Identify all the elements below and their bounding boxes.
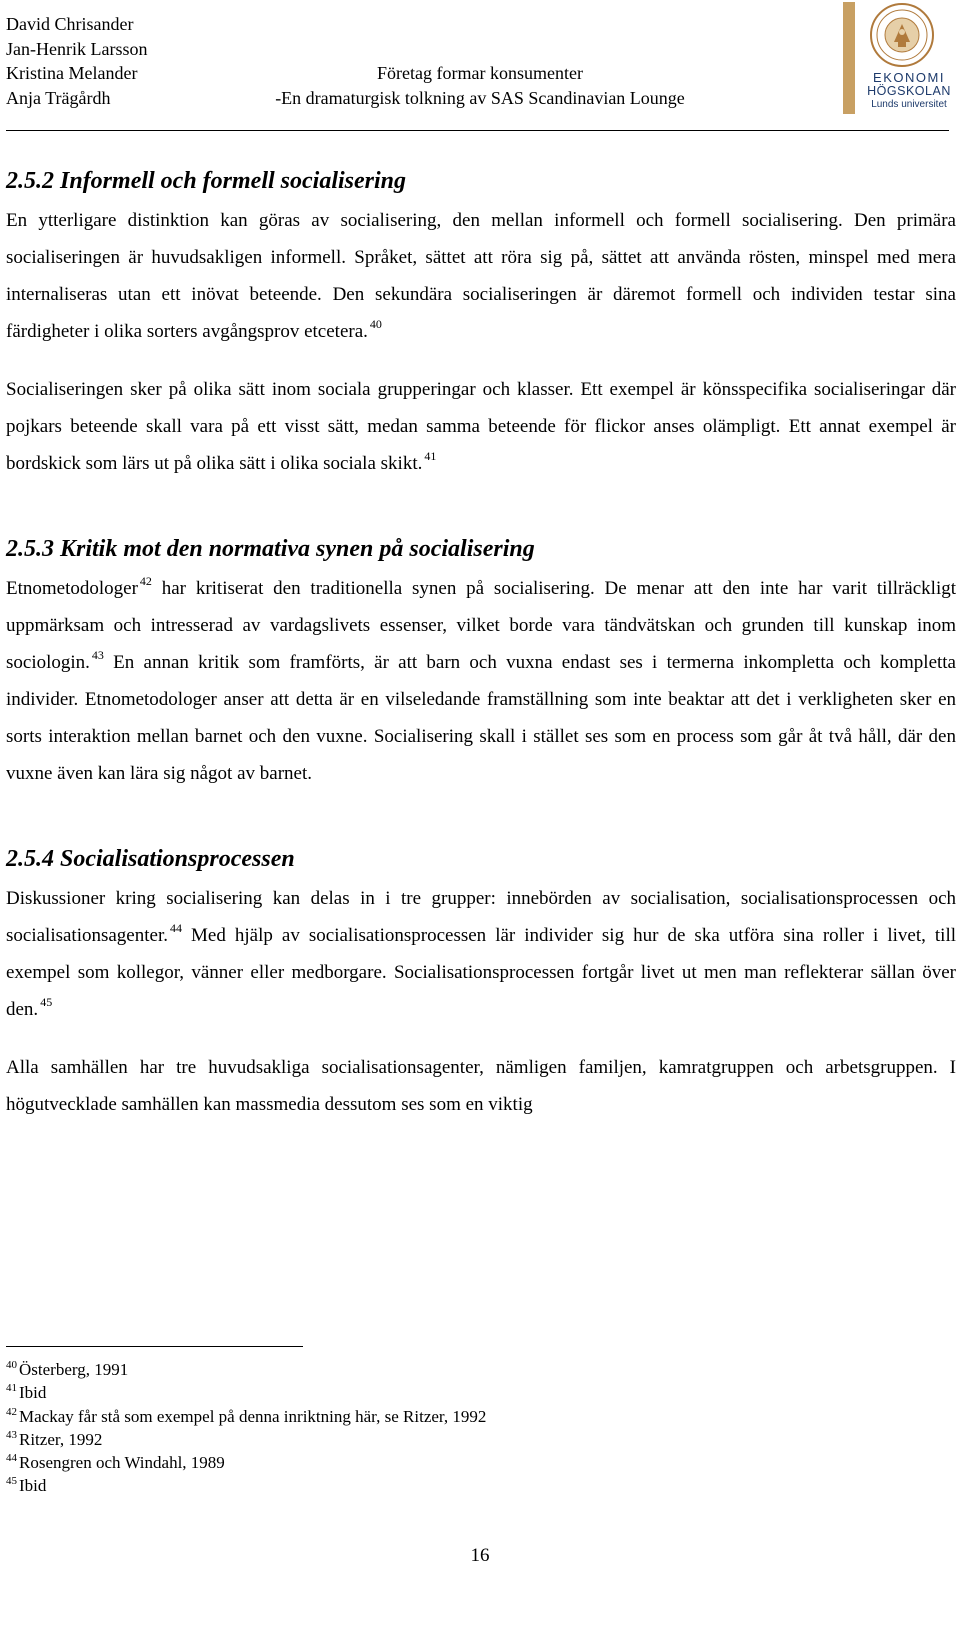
section-gap [6,792,956,838]
author-list [6,12,147,110]
page-body [6,160,956,1123]
footnote-number: 43 [6,1428,17,1441]
footnote-number: 40 [6,1359,17,1371]
footnote-text: Österberg, 1991 [19,1360,129,1379]
footnote-item [6,1405,486,1428]
footnote-ref[interactable]: 45 [40,995,53,1009]
section-heading-2-5-2: 2.5.2 Informell och formell socialisering [6,168,407,194]
footnote-list [6,1358,486,1498]
footnote-ref[interactable]: 40 [369,317,382,331]
paragraph [6,1049,956,1123]
footnote-item [6,1358,486,1381]
footnote-text: Ritzer, 1992 [19,1429,103,1449]
author-name: Jan-Henrik Larsson [6,38,148,59]
paragraph-text: En annan kritik som framförts, är att barn och vuxna endast ses i termerna inkompletta och kompletta individer. Etnometodologer anser att detta är en vilseledande framställning som inte beaktar att det i verkligheten sker en sorts interaktion mellan barnet och den vuxne. Socialisering skall i stället ses som en process som går åt två håll, där den vuxne även kan lära sig något av barnet. [6,652,956,784]
section-gap [6,482,956,528]
paragraph [6,880,956,1028]
footnote-text: Ibid [19,1383,47,1403]
author-name: Kristina Melander [6,63,138,83]
logo-text: HÖGSKOLAN [867,84,951,98]
footnote-ref[interactable]: 44 [169,921,182,935]
logo-text: Lunds universitet [871,99,947,110]
document-title [265,61,695,111]
document-subtitle: -En dramaturgisk tolkning av SAS Scandinavian Lounge [275,88,685,108]
paragraph [6,371,956,482]
paragraph-text: har kritiserat den traditionella synen på socialisering. De menar att den inte har varit tillräckligt uppmärksam och intresserad av vardagslivets essenser, vilket borde vara tändvätskan och grunden till kunskap inom sociologin. [6,578,956,673]
document-title-main: Företag formar konsumenter [377,63,583,83]
section-heading-2-5-3: 2.5.3 Kritik mot den normativa synen på socialisering [6,536,535,562]
page-header [0,0,960,136]
paragraph-gap [6,350,956,371]
footnote-ref[interactable]: 43 [91,648,104,662]
footnote-number: 44 [6,1452,17,1465]
paragraph-text: Etnometodologer [6,578,138,599]
footnote-text: Mackay får stå som exempel på denna inriktning här, se Ritzer, 1992 [19,1406,487,1426]
paragraph-text: En ytterligare distinktion kan göras av socialisering, den mellan informell och formell socialisering. Den primära socialiseringen är huvudsakligen informell. Språket, sättet att röra sig på, sättet att använda rösten, minspel med mera internaliseras utan ett inövat beteende. Den sekundära socialiseringen är däremot formell och individen testar sina färdigheter i olika sorters avgångsprov etcetera. [6,210,956,342]
footnote-number: 45 [6,1475,17,1488]
author-name: David Chrisander [6,14,134,34]
footnote-number: 41 [6,1382,17,1395]
logo-text: EKONOMI [873,70,945,85]
author-name: Anja Trägårdh [6,87,111,108]
footnote-item [6,1381,486,1404]
paragraph-text: Diskussioner kring socialisering kan delas in i tre grupper: innebörden av socialisation, socialisationsprocessen och socialisationsagenter. [6,888,956,946]
paragraph-text: Med hjälp av socialisationsprocessen lär individer sig hur de ska utföra sina roller i livet, till exempel som kollegor, vänner eller medborgare. Socialisationsprocessen fortgår livet ut men man reflekterar sällan över den. [6,925,956,1020]
paragraph [6,570,956,792]
footnote-text: Ibid [19,1476,47,1496]
footnote-ref[interactable]: 42 [139,574,152,588]
header-divider [6,130,949,131]
page-number: 16 [470,1545,490,1566]
footnote-divider [6,1346,303,1347]
paragraph [6,202,956,350]
footnote-number: 42 [6,1405,17,1418]
footnote-item [6,1428,486,1451]
footnote-item [6,1474,486,1497]
section-heading-2-5-4: 2.5.4 Socialisationsprocessen [6,846,295,872]
paragraph-text: Socialiseringen sker på olika sätt inom sociala grupperingar och klasser. Ett exempel är könsspecifika socialiseringar där pojkars beteende skall vara på ett visst sätt, medan samma beteende för flickor anses olämpligt. Ett annat exempel är bordskick som lärs ut på olika sätt i olika sociala skikt. [6,379,956,474]
paragraph-text: Alla samhällen har tre huvudsakliga socialisationsagenter, nämligen familjen, kamratgruppen och arbetsgruppen. I högutvecklade samhällen kan massmedia dessutom ses som en viktig [6,1057,956,1115]
footnote-item [6,1451,486,1474]
logo-bar [843,2,855,114]
university-logo [843,2,960,114]
seal-icon [869,2,935,68]
paragraph-gap [6,1028,956,1049]
footnote-ref[interactable]: 41 [424,449,437,463]
footnote-text: Rosengren och Windahl, 1989 [19,1453,225,1473]
